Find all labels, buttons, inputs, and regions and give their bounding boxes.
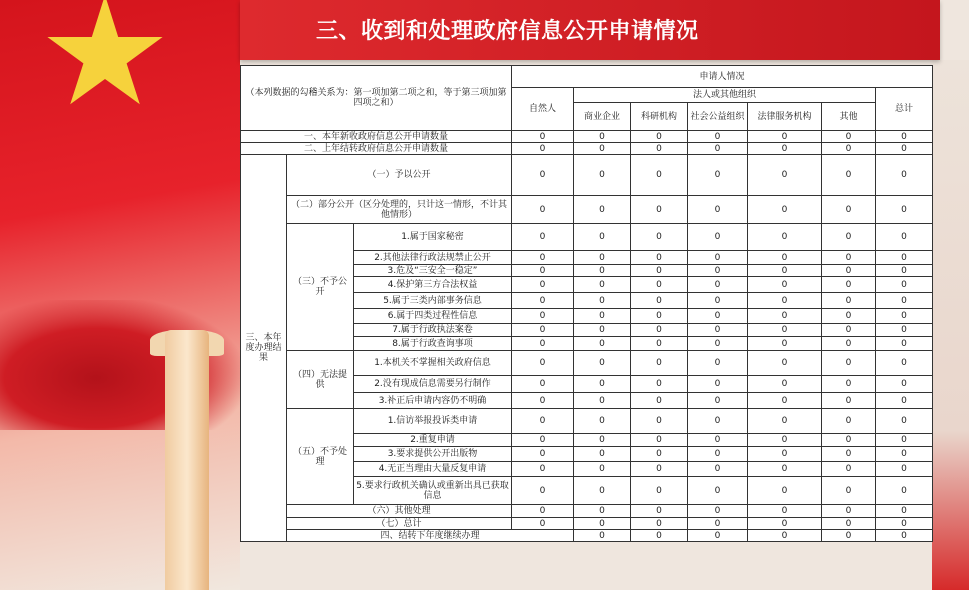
value-cell: 0 <box>631 155 688 196</box>
row-label: 3.补正后申请内容仍不明确 <box>354 393 512 409</box>
table-header-row <box>241 66 933 88</box>
value-cell: 0 <box>574 224 631 251</box>
table-row <box>241 409 933 434</box>
value-cell: 0 <box>688 131 748 143</box>
value-cell: 0 <box>512 518 574 530</box>
value-cell: 0 <box>512 462 574 477</box>
header-legal-entity: 法人或其他组织 <box>574 88 876 103</box>
row-label: 8.属于行政查询事项 <box>354 337 512 351</box>
value-cell: 0 <box>574 518 631 530</box>
value-cell: 0 <box>688 251 748 265</box>
group-label: （五）不予处理 <box>287 409 354 505</box>
background-right-strip <box>932 60 969 590</box>
value-cell: 0 <box>822 518 876 530</box>
row-label: 6.属于四类过程性信息 <box>354 309 512 324</box>
value-cell: 0 <box>748 143 822 155</box>
value-cell: 0 <box>822 337 876 351</box>
value-cell: 0 <box>574 277 631 293</box>
value-cell: 0 <box>512 309 574 324</box>
value-cell: 0 <box>876 337 933 351</box>
value-cell: 0 <box>574 251 631 265</box>
value-cell: 0 <box>748 376 822 393</box>
value-cell: 0 <box>631 309 688 324</box>
value-cell: 0 <box>512 447 574 462</box>
row-label: 3.要求提供公开出版物 <box>354 447 512 462</box>
value-cell: 0 <box>631 351 688 376</box>
value-cell: 0 <box>822 351 876 376</box>
value-cell: 0 <box>822 131 876 143</box>
row-label: 四、结转下年度继续办理 <box>287 530 574 542</box>
row-label: 1.本机关不掌握相关政府信息 <box>354 351 512 376</box>
value-cell: 0 <box>512 324 574 337</box>
value-cell: 0 <box>574 293 631 309</box>
value-cell: 0 <box>688 447 748 462</box>
table-row <box>241 530 933 542</box>
value-cell: 0 <box>876 196 933 224</box>
row-label: 2.没有现成信息需要另行制作 <box>354 376 512 393</box>
header-applicant: 申请人情况 <box>512 66 933 88</box>
table-row <box>241 518 933 530</box>
value-cell: 0 <box>574 265 631 277</box>
value-cell: 0 <box>688 293 748 309</box>
value-cell: 0 <box>876 224 933 251</box>
value-cell: 0 <box>631 251 688 265</box>
value-cell: 0 <box>688 409 748 434</box>
value-cell: 0 <box>688 224 748 251</box>
table-row <box>241 505 933 518</box>
value-cell: 0 <box>688 518 748 530</box>
value-cell: 0 <box>574 155 631 196</box>
value-cell: 0 <box>631 131 688 143</box>
row-label: 1.属于国家秘密 <box>354 224 512 251</box>
value-cell: 0 <box>822 309 876 324</box>
value-cell: 0 <box>631 143 688 155</box>
value-cell: 0 <box>574 196 631 224</box>
value-cell: 0 <box>512 196 574 224</box>
value-cell: 0 <box>748 337 822 351</box>
value-cell: 0 <box>876 505 933 518</box>
value-cell: 0 <box>748 265 822 277</box>
value-cell: 0 <box>631 447 688 462</box>
value-cell: 0 <box>688 324 748 337</box>
header-note: （本列数据的勾稽关系为：第一项加第二项之和，等于第三项加第四项之和） <box>241 66 512 131</box>
value-cell: 0 <box>688 530 748 542</box>
value-cell: 0 <box>876 143 933 155</box>
value-cell: 0 <box>631 409 688 434</box>
value-cell: 0 <box>822 409 876 434</box>
header-public-welfare: 社会公益组织 <box>688 103 748 131</box>
value-cell: 0 <box>512 505 574 518</box>
value-cell: 0 <box>748 309 822 324</box>
value-cell: 0 <box>631 518 688 530</box>
header-other: 其他 <box>822 103 876 131</box>
row-label: 7.属于行政执法案卷 <box>354 324 512 337</box>
value-cell: 0 <box>512 277 574 293</box>
row-label: 一、本年新收政府信息公开申请数量 <box>241 131 512 143</box>
value-cell: 0 <box>876 434 933 447</box>
group-label: （四）无法提供 <box>287 351 354 409</box>
value-cell: 0 <box>822 393 876 409</box>
row-label: 5.属于三类内部事务信息 <box>354 293 512 309</box>
value-cell: 0 <box>574 376 631 393</box>
value-cell: 0 <box>876 293 933 309</box>
row-label: （七）总计 <box>287 518 512 530</box>
value-cell: 0 <box>748 224 822 251</box>
value-cell: 0 <box>876 409 933 434</box>
value-cell: 0 <box>822 143 876 155</box>
value-cell: 0 <box>822 196 876 224</box>
value-cell: 0 <box>876 324 933 337</box>
disclosure-table <box>240 65 933 542</box>
value-cell: 0 <box>512 155 574 196</box>
value-cell: 0 <box>876 155 933 196</box>
header-natural-person: 自然人 <box>512 88 574 131</box>
value-cell: 0 <box>876 530 933 542</box>
value-cell: 0 <box>822 155 876 196</box>
value-cell: 0 <box>631 462 688 477</box>
value-cell: 0 <box>688 462 748 477</box>
value-cell: 0 <box>688 477 748 505</box>
huabiao-pillar <box>165 330 209 590</box>
table-row <box>241 351 933 376</box>
value-cell: 0 <box>822 505 876 518</box>
value-cell: 0 <box>631 376 688 393</box>
row-label: （一）予以公开 <box>287 155 512 196</box>
value-cell: 0 <box>688 265 748 277</box>
value-cell: 0 <box>512 251 574 265</box>
header-commercial: 商业企业 <box>574 103 631 131</box>
value-cell: 0 <box>748 477 822 505</box>
header-research: 科研机构 <box>631 103 688 131</box>
section-label: 三、本年度办理结果 <box>241 155 287 542</box>
value-cell: 0 <box>688 337 748 351</box>
row-label: 4.保护第三方合法权益 <box>354 277 512 293</box>
value-cell: 0 <box>512 393 574 409</box>
value-cell: 0 <box>574 462 631 477</box>
value-cell: 0 <box>748 409 822 434</box>
value-cell: 0 <box>748 277 822 293</box>
value-cell: 0 <box>876 251 933 265</box>
value-cell: 0 <box>574 309 631 324</box>
value-cell: 0 <box>688 376 748 393</box>
value-cell: 0 <box>822 265 876 277</box>
value-cell: 0 <box>512 293 574 309</box>
value-cell: 0 <box>822 277 876 293</box>
value-cell: 0 <box>631 434 688 447</box>
value-cell: 0 <box>512 477 574 505</box>
value-cell: 0 <box>748 324 822 337</box>
value-cell: 0 <box>631 277 688 293</box>
value-cell: 0 <box>512 434 574 447</box>
row-label: 二、上年结转政府信息公开申请数量 <box>241 143 512 155</box>
value-cell: 0 <box>748 505 822 518</box>
value-cell: 0 <box>876 351 933 376</box>
table-row <box>241 224 933 251</box>
value-cell: 0 <box>876 518 933 530</box>
row-label: （二）部分公开（区分处理的，只计这一情形，不计其他情形） <box>287 196 512 224</box>
value-cell: 0 <box>631 337 688 351</box>
value-cell: 0 <box>688 143 748 155</box>
value-cell: 0 <box>631 393 688 409</box>
value-cell: 0 <box>574 131 631 143</box>
value-cell: 0 <box>574 477 631 505</box>
value-cell: 0 <box>876 462 933 477</box>
value-cell: 0 <box>512 265 574 277</box>
value-cell: 0 <box>748 518 822 530</box>
value-cell: 0 <box>822 462 876 477</box>
row-label: 4.无正当理由大量反复申请 <box>354 462 512 477</box>
row-label: 2.重复申请 <box>354 434 512 447</box>
value-cell: 0 <box>512 337 574 351</box>
value-cell: 0 <box>512 351 574 376</box>
page-title: 三、收到和处理政府信息公开申请情况 <box>316 19 699 44</box>
value-cell: 0 <box>512 131 574 143</box>
value-cell: 0 <box>688 277 748 293</box>
value-cell: 0 <box>748 293 822 309</box>
value-cell: 0 <box>748 196 822 224</box>
value-cell: 0 <box>574 505 631 518</box>
value-cell: 0 <box>876 265 933 277</box>
value-cell: 0 <box>822 477 876 505</box>
value-cell: 0 <box>688 155 748 196</box>
value-cell: 0 <box>688 351 748 376</box>
value-cell: 0 <box>631 293 688 309</box>
value-cell: 0 <box>876 131 933 143</box>
header-legal-service: 法律服务机构 <box>748 103 822 131</box>
value-cell: 0 <box>748 393 822 409</box>
value-cell: 0 <box>574 530 631 542</box>
table-row <box>241 196 933 224</box>
group-label: （三）不予公开 <box>287 224 354 351</box>
value-cell: 0 <box>631 477 688 505</box>
value-cell: 0 <box>574 324 631 337</box>
value-cell: 0 <box>631 265 688 277</box>
value-cell: 0 <box>631 224 688 251</box>
value-cell: 0 <box>631 196 688 224</box>
value-cell: 0 <box>512 409 574 434</box>
header-total: 总计 <box>876 88 933 131</box>
value-cell: 0 <box>512 224 574 251</box>
title-banner <box>240 0 940 60</box>
value-cell: 0 <box>748 155 822 196</box>
value-cell: 0 <box>512 143 574 155</box>
value-cell: 0 <box>822 293 876 309</box>
row-label: 1.信访举报投诉类申请 <box>354 409 512 434</box>
value-cell: 0 <box>748 251 822 265</box>
value-cell: 0 <box>574 143 631 155</box>
value-cell: 0 <box>688 505 748 518</box>
value-cell: 0 <box>574 393 631 409</box>
row-label: （六）其他处理 <box>287 505 512 518</box>
value-cell: 0 <box>822 376 876 393</box>
value-cell: 0 <box>822 434 876 447</box>
value-cell: 0 <box>748 447 822 462</box>
value-cell: 0 <box>512 376 574 393</box>
value-cell: 0 <box>876 309 933 324</box>
table-row <box>241 155 933 196</box>
value-cell: 0 <box>822 224 876 251</box>
value-cell: 0 <box>876 477 933 505</box>
row-label: 3.危及“三安全一稳定” <box>354 265 512 277</box>
table-row <box>241 131 933 143</box>
value-cell: 0 <box>574 434 631 447</box>
value-cell: 0 <box>631 324 688 337</box>
table-row <box>241 143 933 155</box>
row-label: 5.要求行政机关确认或重新出具已获取信息 <box>354 477 512 505</box>
row-label: 2.其他法律行政法规禁止公开 <box>354 251 512 265</box>
value-cell: 0 <box>688 393 748 409</box>
value-cell: 0 <box>876 447 933 462</box>
value-cell: 0 <box>574 447 631 462</box>
value-cell: 0 <box>748 462 822 477</box>
value-cell: 0 <box>631 505 688 518</box>
value-cell: 0 <box>574 409 631 434</box>
value-cell: 0 <box>688 196 748 224</box>
value-cell: 0 <box>822 530 876 542</box>
value-cell: 0 <box>748 530 822 542</box>
value-cell: 0 <box>748 434 822 447</box>
value-cell: 0 <box>876 376 933 393</box>
value-cell: 0 <box>876 393 933 409</box>
value-cell: 0 <box>574 337 631 351</box>
value-cell: 0 <box>748 351 822 376</box>
value-cell: 0 <box>688 434 748 447</box>
value-cell: 0 <box>822 447 876 462</box>
value-cell: 0 <box>688 309 748 324</box>
value-cell: 0 <box>822 324 876 337</box>
value-cell: 0 <box>822 251 876 265</box>
value-cell: 0 <box>574 351 631 376</box>
value-cell: 0 <box>631 530 688 542</box>
value-cell: 0 <box>876 277 933 293</box>
value-cell: 0 <box>748 131 822 143</box>
